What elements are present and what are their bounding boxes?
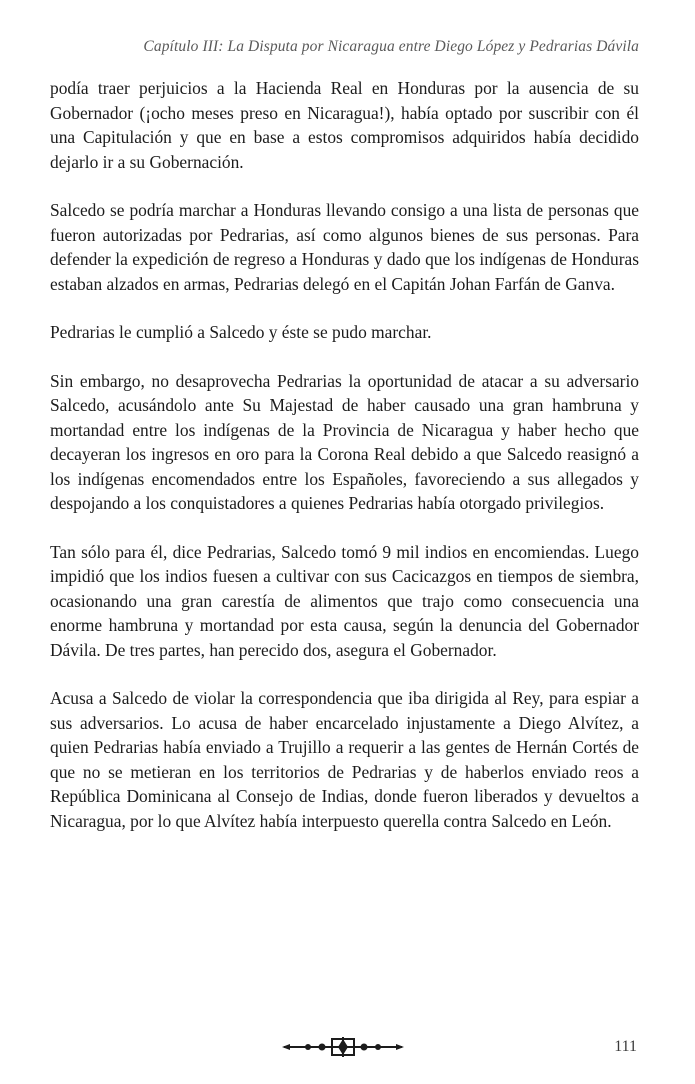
paragraph-6: Acusa a Salcedo de violar la correspondencia que iba dirigida al Rey, para espiar a sus adversarios. Lo acusa de haber encarcelado injustamente a Diego Alvítez, a quien Pedrarias había enviado a Trujillo a requerir a las gentes de Hernán Cortés de que no se metieran en los territorios de Pedrarias y de haberlos enviado reos a República Dominicana al Consejo de Indias, donde fueron liberados y devueltos a Nicaragua, por lo que Alvítez había interpuesto querella contra Salcedo en León. [50,688,639,831]
paragraph-2: Salcedo se podría marchar a Honduras llevando consigo a una lista de personas que fueron autorizadas por Pedrarias, así como algunos bienes de sus personas. Para defender la expedición de regreso a Honduras y dado que los indígenas de Honduras estaban alzados en armas, Pedrarias delegó en el Capitán Johan Farfán de Ganva. [50,200,639,294]
paragraph-3: Pedrarias le cumplió a Salcedo y éste se pudo marchar. [50,322,432,342]
body-text [50,76,639,857]
fleuron-ornament-icon [282,1036,404,1058]
paragraph-1: podía traer perjuicios a la Hacienda Real en Honduras por la ausencia de su Gobernador (¡ocho meses preso en Nicaragua!), había optado por suscribir con él una Capitulación y que en base a estos compromisos adquiridos había decidido dejarlo ir a su Gobernación. [50,78,639,172]
paragraph-4: Sin embargo, no desaprovecha Pedrarias la oportunidad de atacar a su adversario Salcedo, acusándolo ante Su Majestad de haber causado una gran hambruna y mortandad entre los indígenas de la Provincia de Nicaragua y haber hecho que decayeran los ingresos en oro para la Corona Real debido a que Salcedo reasignó a los indígenas encomendados entre los Españoles, favoreciendo a sus allegados y despojando a los conquistadores a quienes Pedrarias había otorgado privilegios. [50,370,639,513]
running-head: Capítulo III: La Disputa por Nicaragua entre Diego López y Pedrarias Dávila [143,38,639,55]
page-number: 111 [614,1038,637,1055]
paragraph-5: Tan sólo para él, dice Pedrarias, Salcedo tomó 9 mil indios en encomiendas. Luego impidió que los indios fuesen a cultivar con sus Cacicazgos en tiempos de siembra, ocasionando una gran carestía de alimentos que trajo como consecuencia una enorme hambruna y mortandad por esta causa, según la denuncia del Gobernador Dávila. De tres partes, han perecido dos, asegura el Gobernador. [50,541,639,660]
